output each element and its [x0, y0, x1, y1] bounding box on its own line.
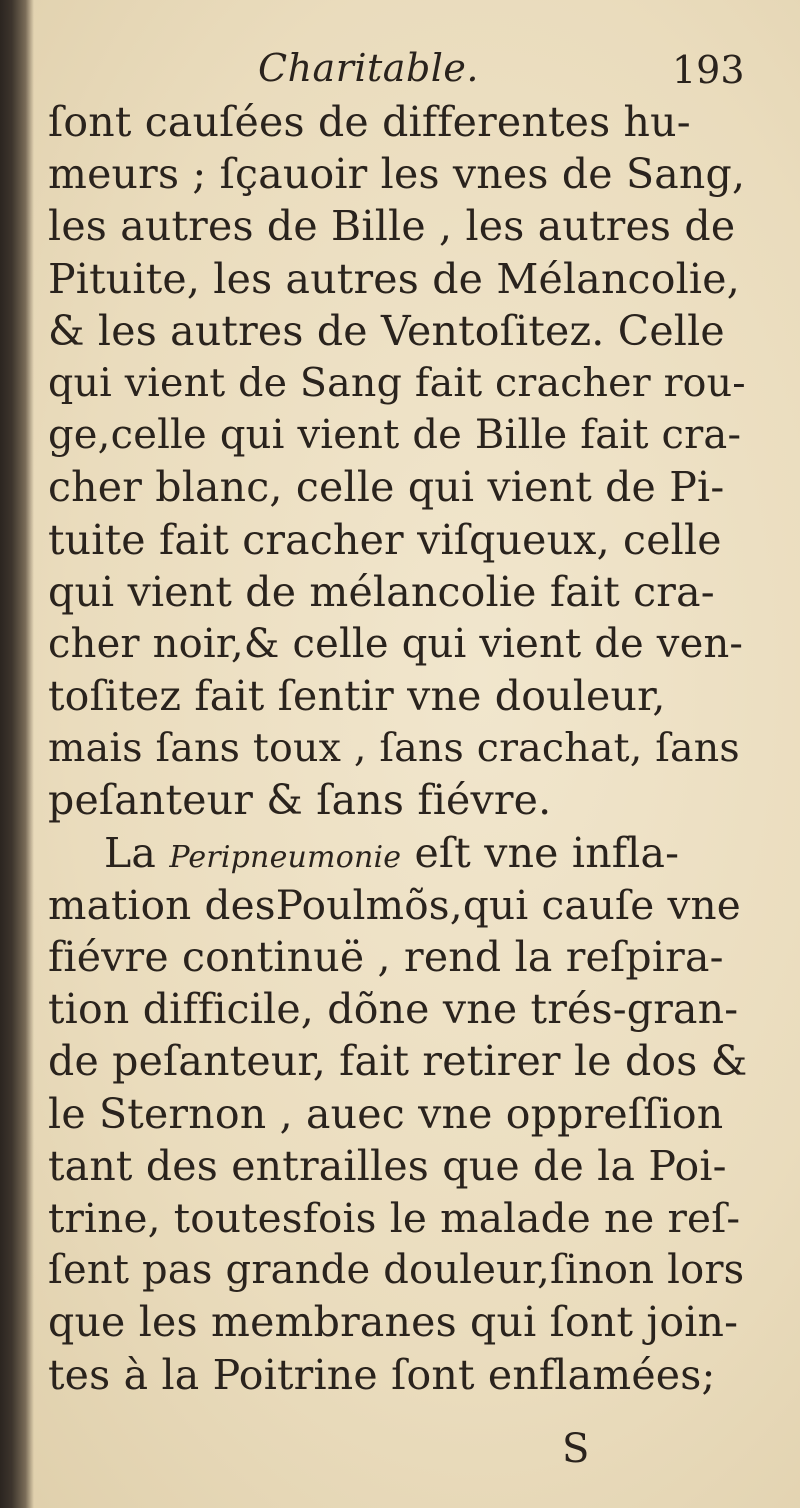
running-title: Charitable. [258, 46, 479, 90]
page-header [0, 42, 800, 102]
text-line: fiévre continuë , rend la reſpira- [48, 933, 724, 981]
text-line: & les autres de Ventoſitez. Celle [48, 306, 725, 355]
text-line: qui vient de Sang fait cracher rou- [48, 359, 746, 406]
book-binding-edge [0, 0, 34, 1508]
text-line: tant des entrailles que de la Poi- [48, 1141, 727, 1190]
text-line: ſont cauſées de differentes hu- [48, 98, 691, 146]
text-line: ſent pas grande douleur,ſinon lors [48, 1247, 745, 1294]
text-line: tes à la Poitrine ſont enflamées; [48, 1350, 716, 1399]
text-line: le Sternon , auec vne oppreſſion [48, 1089, 724, 1138]
text-line: cher blanc, celle qui vient de Pi- [48, 463, 725, 512]
text-line: tion difficile, dõne vne trés-gran- [48, 985, 739, 1034]
text-line: que les membranes qui ſont join- [48, 1298, 739, 1347]
signature-mark: S [562, 1426, 590, 1472]
text-line: mation desPoulmõs,qui cauſe vne [48, 880, 741, 929]
page-number: 193 [672, 48, 745, 92]
text-line: tuite fait cracher viſqueux, celle [48, 515, 722, 564]
text-line: qui vient de mélancolie fait cra- [48, 567, 715, 616]
text-line: toſitez fait ſentir vne douleur, [48, 672, 666, 721]
text-line: peſanteur & ſans fiévre. [48, 776, 552, 825]
paragraph-lead-word: La [104, 828, 170, 877]
text-line: Pituite, les autres de Mélancolie, [48, 254, 740, 303]
text-line: ge,celle qui vient de Bille fait cra- [48, 412, 742, 459]
text-line: mais ſans toux , ſans crachat, ſans [48, 725, 740, 772]
text-line: de peſanteur, fait retirer le dos & [48, 1037, 748, 1086]
paragraph-lead-rest: eſt vne infla- [401, 828, 680, 877]
text-line: les autres de Bille , les autres de [48, 202, 736, 251]
text-line: meurs ; ſçauoir les vnes de Sang, [48, 150, 746, 199]
body-text [48, 96, 748, 1401]
text-line: cher noir,& celle qui vient de ven- [48, 620, 744, 667]
italic-term: Peripneumonie [169, 839, 402, 875]
paragraph-opening-line [48, 827, 748, 879]
text-line: trine, toutesfois le malade ne reſ- [48, 1193, 741, 1242]
